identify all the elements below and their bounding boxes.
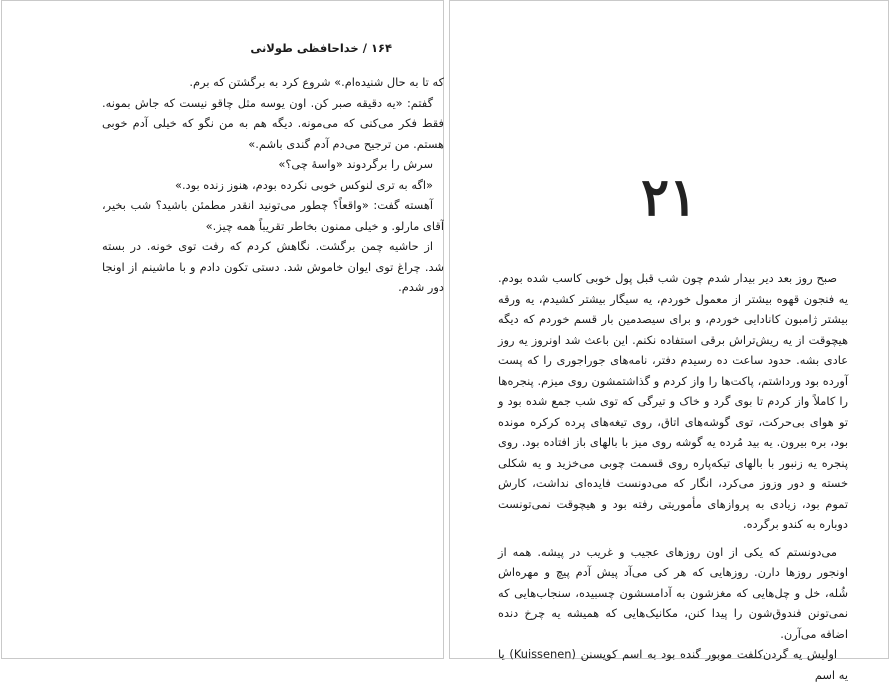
paragraph: «اگه به تری لنوکس خوبی نکرده بودم، هنوز زنده بود.» (174, 177, 433, 192)
paragraph: می‌دونستم که یکی از اون روزهای عجیب و غریب در پیشه. همه از اونجور روزها دارن. روزهایی که هر کی می‌آد پیش آدم پیچ و مهره‌اش شُله، خل و چل‌هایی که مغزشون به آدامسشون چسبیده، سنجاب‌هایی که نمی‌تونن فندوق‌شون را پیدا کنن، مکانیک‌هایی که همیشه یه چرخ دنده اضافه می‌آرن. (498, 544, 848, 641)
paragraph: اولیش یه گردن‌کلفت موبور گنده بود به اسم کویسنن (Kuissenen) یا یه اسم (498, 647, 848, 682)
paragraph: آهسته گفت: «واقعاً؟ چطور می‌تونید انقدر مطمئن باشید؟ شب بخیر، آقای مارلو. و خیلی ممنون بخاطر تقریباً همه چیز.» (102, 198, 444, 233)
left-book-page (1, 0, 444, 659)
paragraph: گفتم: «یه دقیقه صبر کن. اون یوسه مثل چاقو نیست که جاش بمونه. فقط فکر می‌کنی که می‌مونه. دیگه هم به من نگو که خیلی آدم خوبی هستم. من ترجیح می‌دم آدم گندی باشم.» (102, 95, 444, 151)
right-book-page (449, 0, 889, 682)
left-page-body (102, 72, 444, 298)
paragraph: از حاشیه چمن برگشت. نگاهش کردم که رفت توی خونه. در بسته شد. چراغ توی ایوان خاموش شد. دستی تکون دادم و با ماشینم از اونجا دور شدم. (102, 239, 444, 294)
paragraph: سرش را برگردوند «واسهٔ چی؟» (278, 157, 433, 171)
right-page-body (498, 268, 848, 685)
paragraph: صبح روز بعد دیر بیدار شدم چون شب قبل پول خوبی کاسب شده بودم. یه فنجون قهوه بیشتر از معمول خوردم، یه سیگار بیشتر کشیدم، یه ورقه بیشتر ژامبون کانادایی خوردم، و برای سیصدمین بار قسم خوردم که دیگه هیچوقت از یه ریش‌تراش برقی استفاده نکنم. این باعث شد اونروز یه روز عادی بشه. حدود ساعت ده رسیدم دفتر، نامه‌های جوراجوری را که پست آورده بود ورداشتم، پاکت‌ها را واز کردم و گذاشتمشون روی میزم. پنجره‌ها را کاملاً واز کردم تا بوی گرد و خاک و تیرگی که توی شب جمع شده بود و تو هوای بی‌حرکت، توی گوشه‌های اتاق، روی تیغه‌های پرده کرکره مونده بود، بره بیرون. یه بید مُرده یه گوشه روی میز با بالهای باز افتاده بود. روی پنجره یه زنبور با بالهای تیکه‌پاره روی قسمت چوبی می‌خزید و یه شکلی خسته و دور وزوز می‌کرد، انگار که می‌دونست فایده‌ای نداشت، کارش تموم بود، زیادی به پروازهای مأموریتی رفته بود و هیچوقت نمی‌تونست دوباره به کندو برگرده. (498, 271, 848, 531)
running-header: ۱۶۴ / خداحافظی طولانی (250, 41, 392, 55)
paragraph: که تا به حال شنیده‌ام.» شروع کرد به برگشتن که برم. (189, 75, 444, 89)
chapter-number: ۲۱ (641, 167, 697, 228)
